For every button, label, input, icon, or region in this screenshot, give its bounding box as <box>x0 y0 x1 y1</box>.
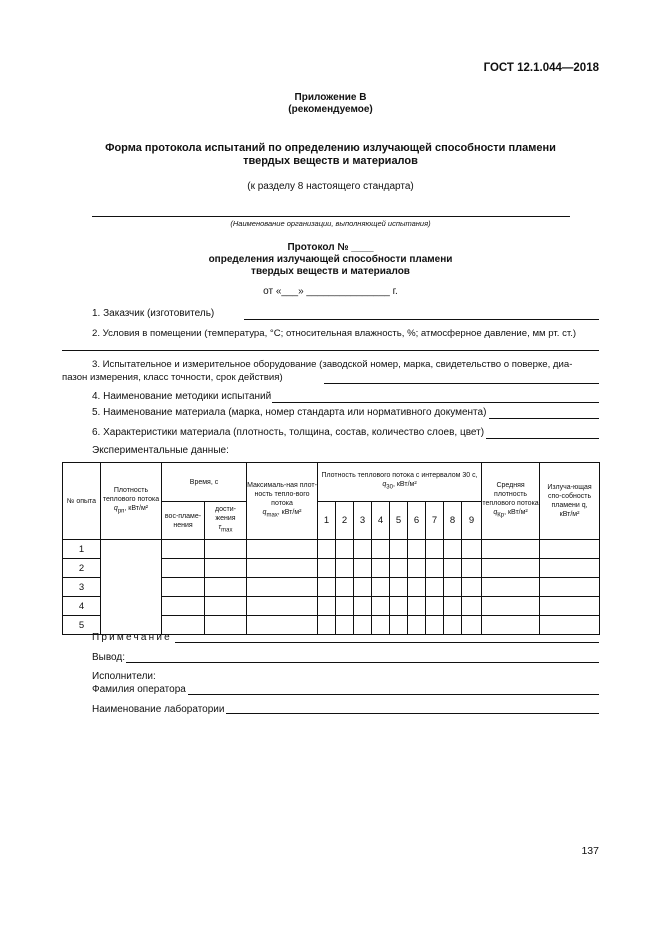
item-material: 5. Наименование материала (марка, номер стандарта или нормативного документа) <box>92 407 487 418</box>
interval-col: 1 <box>318 502 336 540</box>
form-title-line2: твердых веществ и материалов <box>243 155 418 167</box>
protocol-line3: твердых веществ и материалов <box>251 266 410 277</box>
org-name-line <box>92 216 570 217</box>
page-number: 137 <box>581 845 599 857</box>
experimental-data-label: Экспериментальные данные: <box>92 445 229 456</box>
executors-label: Исполнители: <box>92 671 156 682</box>
method-line[interactable] <box>272 402 599 403</box>
protocol-title: Протокол № ____ <box>287 242 374 253</box>
characteristics-line[interactable] <box>486 438 599 439</box>
lab-label: Наименование лаборатории <box>92 704 225 715</box>
header-time: Время, с <box>162 463 247 502</box>
note-line[interactable] <box>175 642 599 643</box>
item-method: 4. Наименование методики испытаний <box>92 391 272 402</box>
interval-col: 6 <box>408 502 426 540</box>
row-number: 5 <box>63 616 101 635</box>
table-row <box>63 540 600 559</box>
item-equipment-b: пазон измерения, класс точности, срок действия) <box>62 372 283 383</box>
item-conditions: 2. Условия в помещении (температура, °С; относительная влажность, %; атмосферное давление, мм рт. ст.) <box>92 328 577 339</box>
appendix-title: Приложение В <box>294 92 367 103</box>
header-reach: дости-жения $\tau_{max}$ <box>205 502 247 540</box>
density-cell-merged[interactable] <box>101 540 162 635</box>
form-reference: (к разделу 8 настоящего стандарта) <box>247 181 414 192</box>
material-line[interactable] <box>489 418 599 419</box>
protocol-date: от «___» _______________ г. <box>263 286 398 297</box>
item-equipment-a: 3. Испытательное и измерительное оборудование (заводской номер, марка, свидетельство о поверке, диа- <box>92 359 573 370</box>
conditions-line[interactable] <box>62 350 599 351</box>
header-experiment-no: № опыта <box>63 463 101 540</box>
item-characteristics: 6. Характеристики материала (плотность, толщина, состав, количество слоев, цвет) <box>92 427 485 438</box>
row-number: 2 <box>63 559 101 578</box>
header-emissivity: Излуча-ющая спо-собность пламени q, кВт/м² <box>540 463 600 540</box>
interval-col: 4 <box>372 502 390 540</box>
row-number: 1 <box>63 540 101 559</box>
standard-code: ГОСТ 12.1.044—2018 <box>483 62 599 74</box>
protocol-line2: определения излучающей способности пламени <box>208 254 453 265</box>
lab-line[interactable] <box>226 713 599 714</box>
header-avg-density: Средняя плотность теплового потока $q_{Кр}$, кВт/м² <box>482 463 540 540</box>
interval-col: 5 <box>390 502 408 540</box>
item-customer: 1. Заказчик (изготовитель) <box>92 308 215 319</box>
row-number: 4 <box>63 597 101 616</box>
customer-line[interactable] <box>244 319 599 320</box>
operator-label: Фамилия оператора <box>92 684 186 695</box>
conclusion-label: Вывод: <box>92 652 126 663</box>
org-caption: (Наименование организации, выполняющей испытания) <box>230 219 431 228</box>
interval-col: 7 <box>426 502 444 540</box>
interval-col: 3 <box>354 502 372 540</box>
row-number: 3 <box>63 578 101 597</box>
equipment-line[interactable] <box>324 383 599 384</box>
experiment-table <box>62 462 600 635</box>
header-ignition: вос-пламе-нения <box>162 502 205 540</box>
header-interval-density: Плотность теплового потока с интервалом 30 с, $q_{30}$, кВт/м² <box>318 463 482 502</box>
interval-col: 2 <box>336 502 354 540</box>
note-label: Примечание <box>92 632 172 643</box>
appendix-subtitle: (рекомендуемое) <box>288 104 373 115</box>
header-max-density: Максималь-ная плот-ность тепло-вого потока $q_{max}$, кВт/м² <box>247 463 318 540</box>
interval-col: 9 <box>462 502 482 540</box>
operator-line[interactable] <box>188 694 599 695</box>
interval-col: 8 <box>444 502 462 540</box>
header-heat-flux-density: Плотность теплового потока $q_{рп}$, кВт/м² <box>101 463 162 540</box>
form-title-line1: Форма протокола испытаний по определению излучающей способности пламени <box>105 142 556 154</box>
conclusion-line[interactable] <box>126 662 599 663</box>
